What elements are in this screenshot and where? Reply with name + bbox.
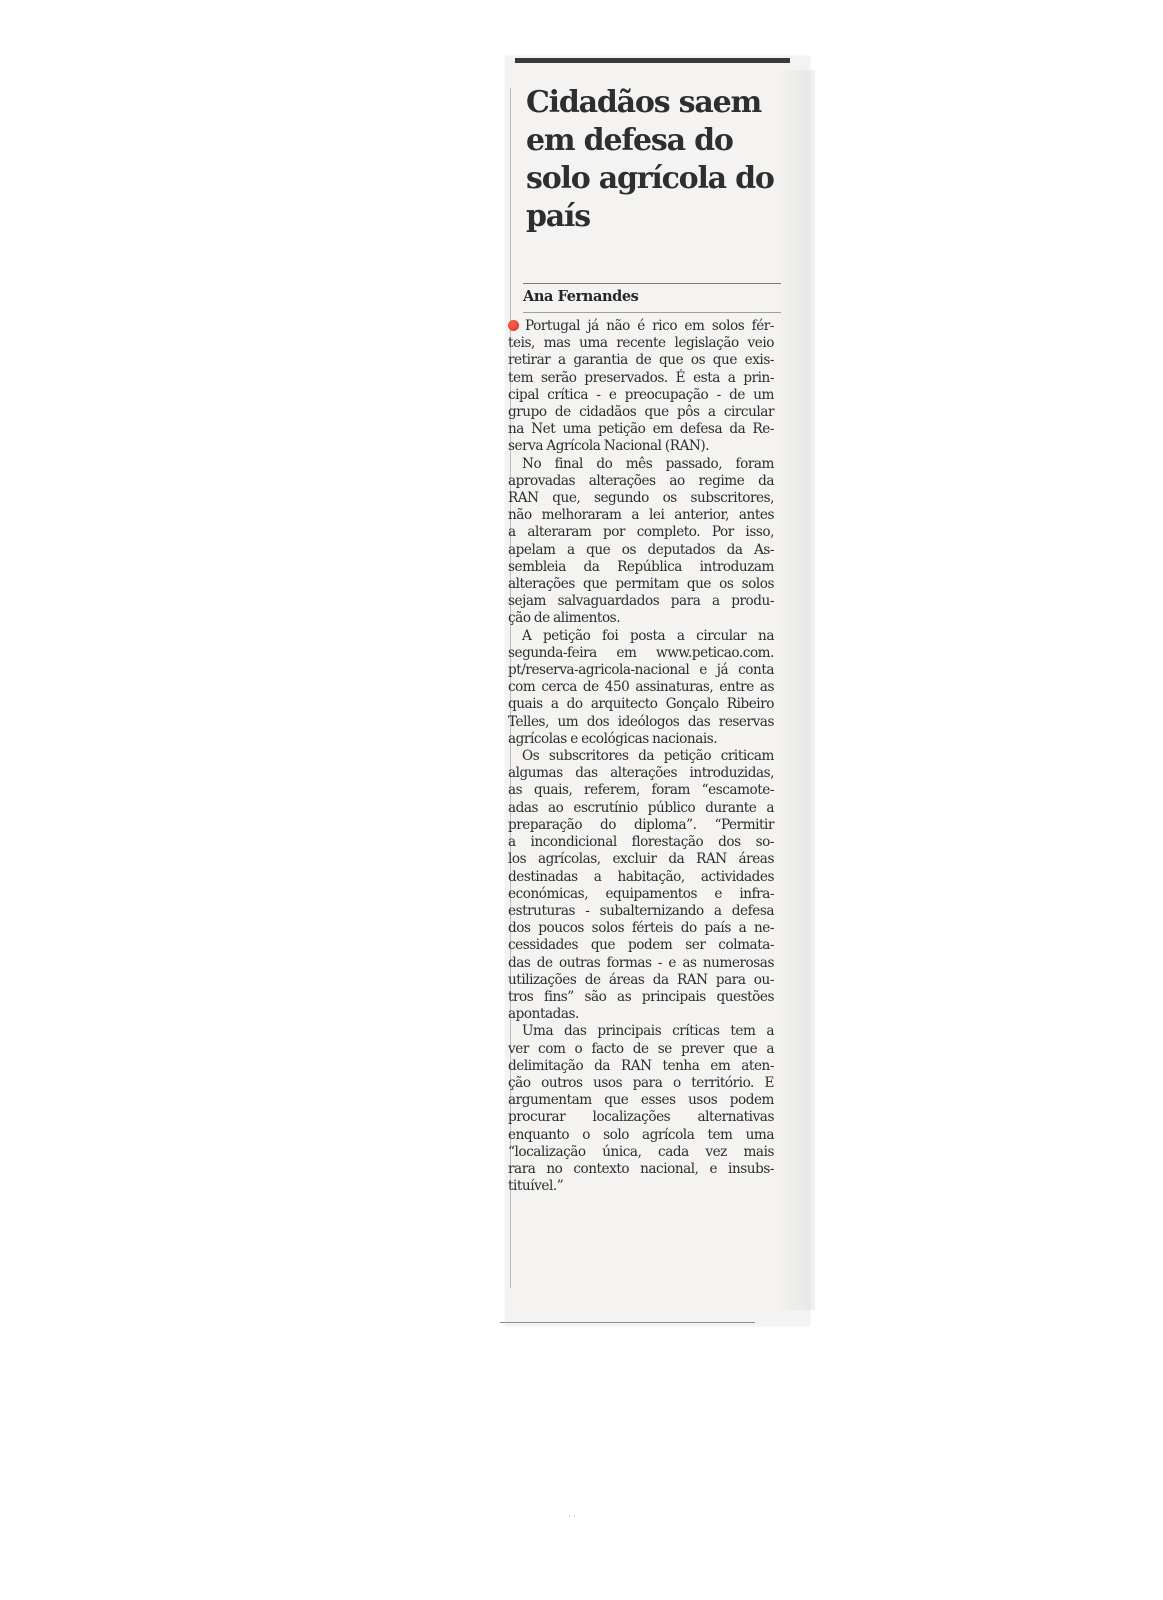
body-line: aprovadas alterações ao regime da <box>508 472 774 489</box>
body-line: dos poucos solos férteis do país a ne- <box>508 920 774 937</box>
body-line: adas ao escrutínio público durante a <box>508 799 774 816</box>
body-line: Telles, um dos ideólogos das reservas <box>508 713 774 730</box>
body-line: não melhoraram a lei anterior, antes <box>508 507 774 524</box>
body-line: serva Agrícola Nacional (RAN). <box>508 438 710 455</box>
byline-rule-bottom <box>523 312 781 313</box>
body-line: pt/reserva-agricola-nacional e já conta <box>508 662 774 679</box>
body-line: ção de alimentos. <box>508 610 621 627</box>
article-byline: Ana Fernandes <box>523 288 639 305</box>
body-line: alterações que permitam que os solos <box>508 576 774 593</box>
body-line: tem serão preservados. É esta a prin- <box>508 369 774 386</box>
body-line: destinadas a habitação, actividades <box>508 868 774 885</box>
body-line: sejam salvaguardados para a produ- <box>508 593 774 610</box>
body-line: tituível.” <box>508 1178 564 1195</box>
body-line: No final do mês passado, foram <box>522 455 774 472</box>
body-line: apelam a que os deputados da As- <box>508 541 774 558</box>
body-line: argumentam que esses usos podem <box>508 1092 774 1109</box>
top-rule <box>515 58 790 63</box>
body-line: procurar localizações alternativas <box>508 1109 774 1126</box>
body-line: preparação do diploma”. “Permitir <box>508 816 774 833</box>
body-line: utilizações de áreas da RAN para ou- <box>508 971 774 988</box>
body-line: ver com o facto de se prever que a <box>508 1040 774 1057</box>
body-line: tros fins” são as principais questões <box>508 988 774 1005</box>
body-line: RAN que, segundo os subscritores, <box>508 490 774 507</box>
bleed-through-shadow <box>775 70 815 1310</box>
body-line: apontadas. <box>508 1006 579 1023</box>
body-line: enquanto o solo agrícola tem uma <box>508 1126 774 1143</box>
body-line: “localização única, cada vez mais <box>508 1143 774 1160</box>
body-line: sembleia da República introduzam <box>508 558 774 575</box>
body-line: a alteraram por completo. Por isso, <box>508 524 774 541</box>
body-line: estruturas - subalternizando a defesa <box>508 902 774 919</box>
body-line: delimitação da RAN tenha em aten- <box>508 1057 774 1074</box>
body-line: retirar a garantia de que os que exis- <box>508 352 774 369</box>
byline-rule-top <box>523 283 781 284</box>
body-line: cessidades que podem ser colmata- <box>508 937 774 954</box>
body-line: na Net uma petição em defesa da Re- <box>508 421 774 438</box>
body-line: algumas das alterações introduzidas, <box>508 765 774 782</box>
body-line: teis, mas uma recente legislação veio <box>508 335 774 352</box>
article-body <box>508 318 774 1195</box>
body-line: Uma das principais críticas tem a <box>522 1023 774 1040</box>
body-line: cipal crítica - e preocupação - de um <box>508 386 774 403</box>
body-line: a incondicional florestação dos so- <box>508 834 774 851</box>
body-line: as quais, referem, foram “escamote- <box>508 782 774 799</box>
bottom-rule <box>500 1322 755 1323</box>
body-line: com cerca de 450 assinaturas, entre as <box>508 679 774 696</box>
body-line: agrícolas e ecológicas nacionais. <box>508 730 718 747</box>
body-line: A petição foi posta a circular na <box>522 627 774 644</box>
body-line: das de outras formas - e as numerosas <box>508 954 774 971</box>
body-line: ção outros usos para o território. E <box>508 1074 774 1091</box>
article-headline: Cidadãos saem em defesa do solo agrícola do país <box>526 85 774 234</box>
body-line: grupo de cidadãos que pôs a circular <box>508 404 774 421</box>
body-line: los agrícolas, excluir da RAN áreas <box>508 851 774 868</box>
red-bullet-icon <box>508 320 519 331</box>
body-line: Portugal já não é rico em solos fér- <box>508 318 774 335</box>
body-line: quais a do arquitecto Gonçalo Ribeiro <box>508 696 774 713</box>
body-line: segunda-feira em www.peticao.com. <box>508 644 774 661</box>
body-line: rara no contexto nacional, e insubs- <box>508 1160 774 1177</box>
body-line: económicas, equipamentos e infra- <box>508 885 774 902</box>
scan-specks: · · <box>568 1512 576 1521</box>
body-line: Os subscritores da petição criticam <box>522 748 774 765</box>
